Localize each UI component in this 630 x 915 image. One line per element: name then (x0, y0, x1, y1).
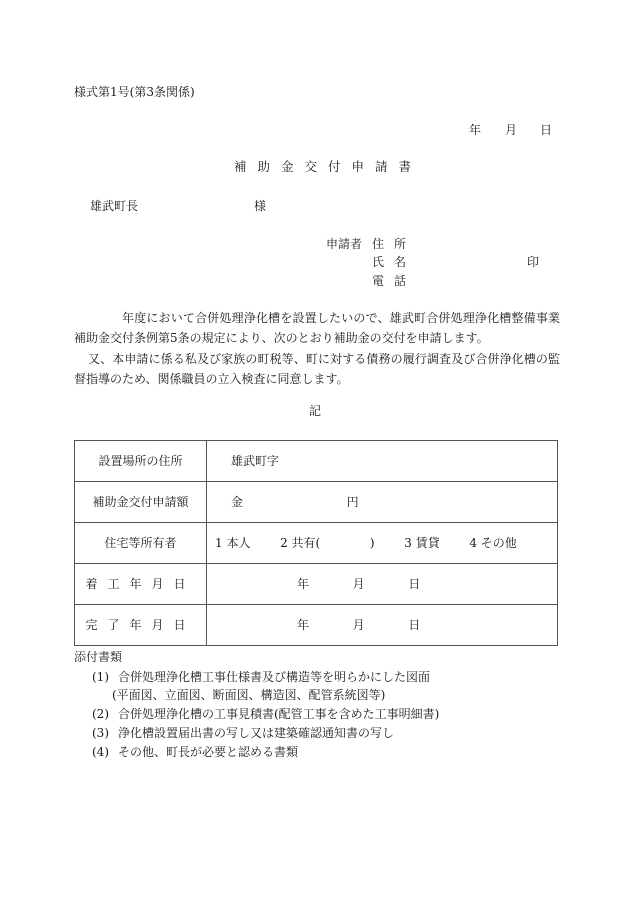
completion-year: 年 (297, 618, 310, 632)
row-label-amount: 補助金交付申請額 (75, 482, 207, 523)
owner-option-other: 4 その他 (469, 536, 517, 550)
body-paragraph-2: 又、本申請に係る私及び家族の町税等、町に対する債務の履行調査及び合併浄化槽の監督指導のため、関係職員の立入検査に同意します。 (74, 352, 560, 386)
attachment-item-1-sub: (平面図、立面図、断面図、構造図、配管系統図等) (112, 688, 386, 702)
amount-prefix: 金 (231, 495, 244, 509)
row-label-location: 設置場所の住所 (75, 441, 207, 482)
table-row (75, 441, 558, 482)
table-row (75, 482, 558, 523)
body-paragraph-1: 年度において合併処理浄化槽を設置したいので、雄武町合併処理浄化槽整備事業補助金交付条例第5条の規定により、次のとおり補助金の交付を申請します。 (74, 311, 560, 345)
attachment-item-4-text: その他、町長が必要と認める書類 (118, 745, 299, 759)
row-label-completion-date: 完了年月日 (75, 605, 207, 646)
amount-value (207, 482, 558, 523)
owner-option-shared: 2 共有( (280, 536, 321, 550)
start-date-value (207, 564, 558, 605)
completion-day: 日 (408, 618, 421, 632)
owner-option-shared-close: ) (369, 536, 375, 550)
addressee-name: 雄武町長 (90, 199, 139, 213)
date-year: 年 (469, 123, 482, 137)
row-label-owner: 住宅等所有者 (75, 523, 207, 564)
attachment-item-2-text: 合併処理浄化槽の工事見積書(配管工事を含めた工事明細書) (118, 707, 440, 721)
owner-options (207, 523, 558, 564)
table-row (75, 564, 558, 605)
start-day: 日 (408, 577, 421, 591)
attachments-heading: 添付書類 (74, 650, 123, 664)
amount-suffix: 円 (346, 495, 359, 509)
seal-mark: 印 (527, 255, 540, 269)
applicant-name-label: 氏名 (372, 255, 417, 269)
owner-option-rental: 3 賃貸 (404, 536, 440, 550)
ki-heading: 記 (309, 404, 322, 418)
form-number: 様式第1号(第3条関係) (74, 85, 195, 99)
applicant-phone-label: 電話 (372, 274, 417, 288)
attachment-item-1-num: (1) (92, 670, 109, 684)
row-label-start-date: 着工年月日 (75, 564, 207, 605)
location-value: 雄武町字 (207, 441, 558, 482)
start-year: 年 (297, 577, 310, 591)
date-month: 月 (505, 123, 518, 137)
attachment-item-3-text: 浄化槽設置届出書の写し又は建築確認通知書の写し (118, 726, 395, 740)
table-row (75, 605, 558, 646)
application-table (74, 440, 558, 646)
completion-date-value (207, 605, 558, 646)
owner-option-self: 1 本人 (215, 536, 251, 550)
attachment-item-4-num: (4) (92, 745, 109, 759)
applicant-label: 申請者 (326, 237, 363, 251)
document-title: 補助金交付申請書 (234, 159, 423, 174)
attachment-item-3-num: (3) (92, 726, 109, 740)
date-day: 日 (540, 123, 553, 137)
start-month: 月 (352, 577, 365, 591)
table-row (75, 523, 558, 564)
applicant-address-label: 住所 (372, 237, 417, 251)
addressee-honorific: 様 (254, 199, 267, 213)
attachment-item-2-num: (2) (92, 707, 109, 721)
attachment-item-1-text: 合併処理浄化槽工事仕様書及び構造等を明らかにした図面 (118, 670, 431, 684)
completion-month: 月 (352, 618, 365, 632)
